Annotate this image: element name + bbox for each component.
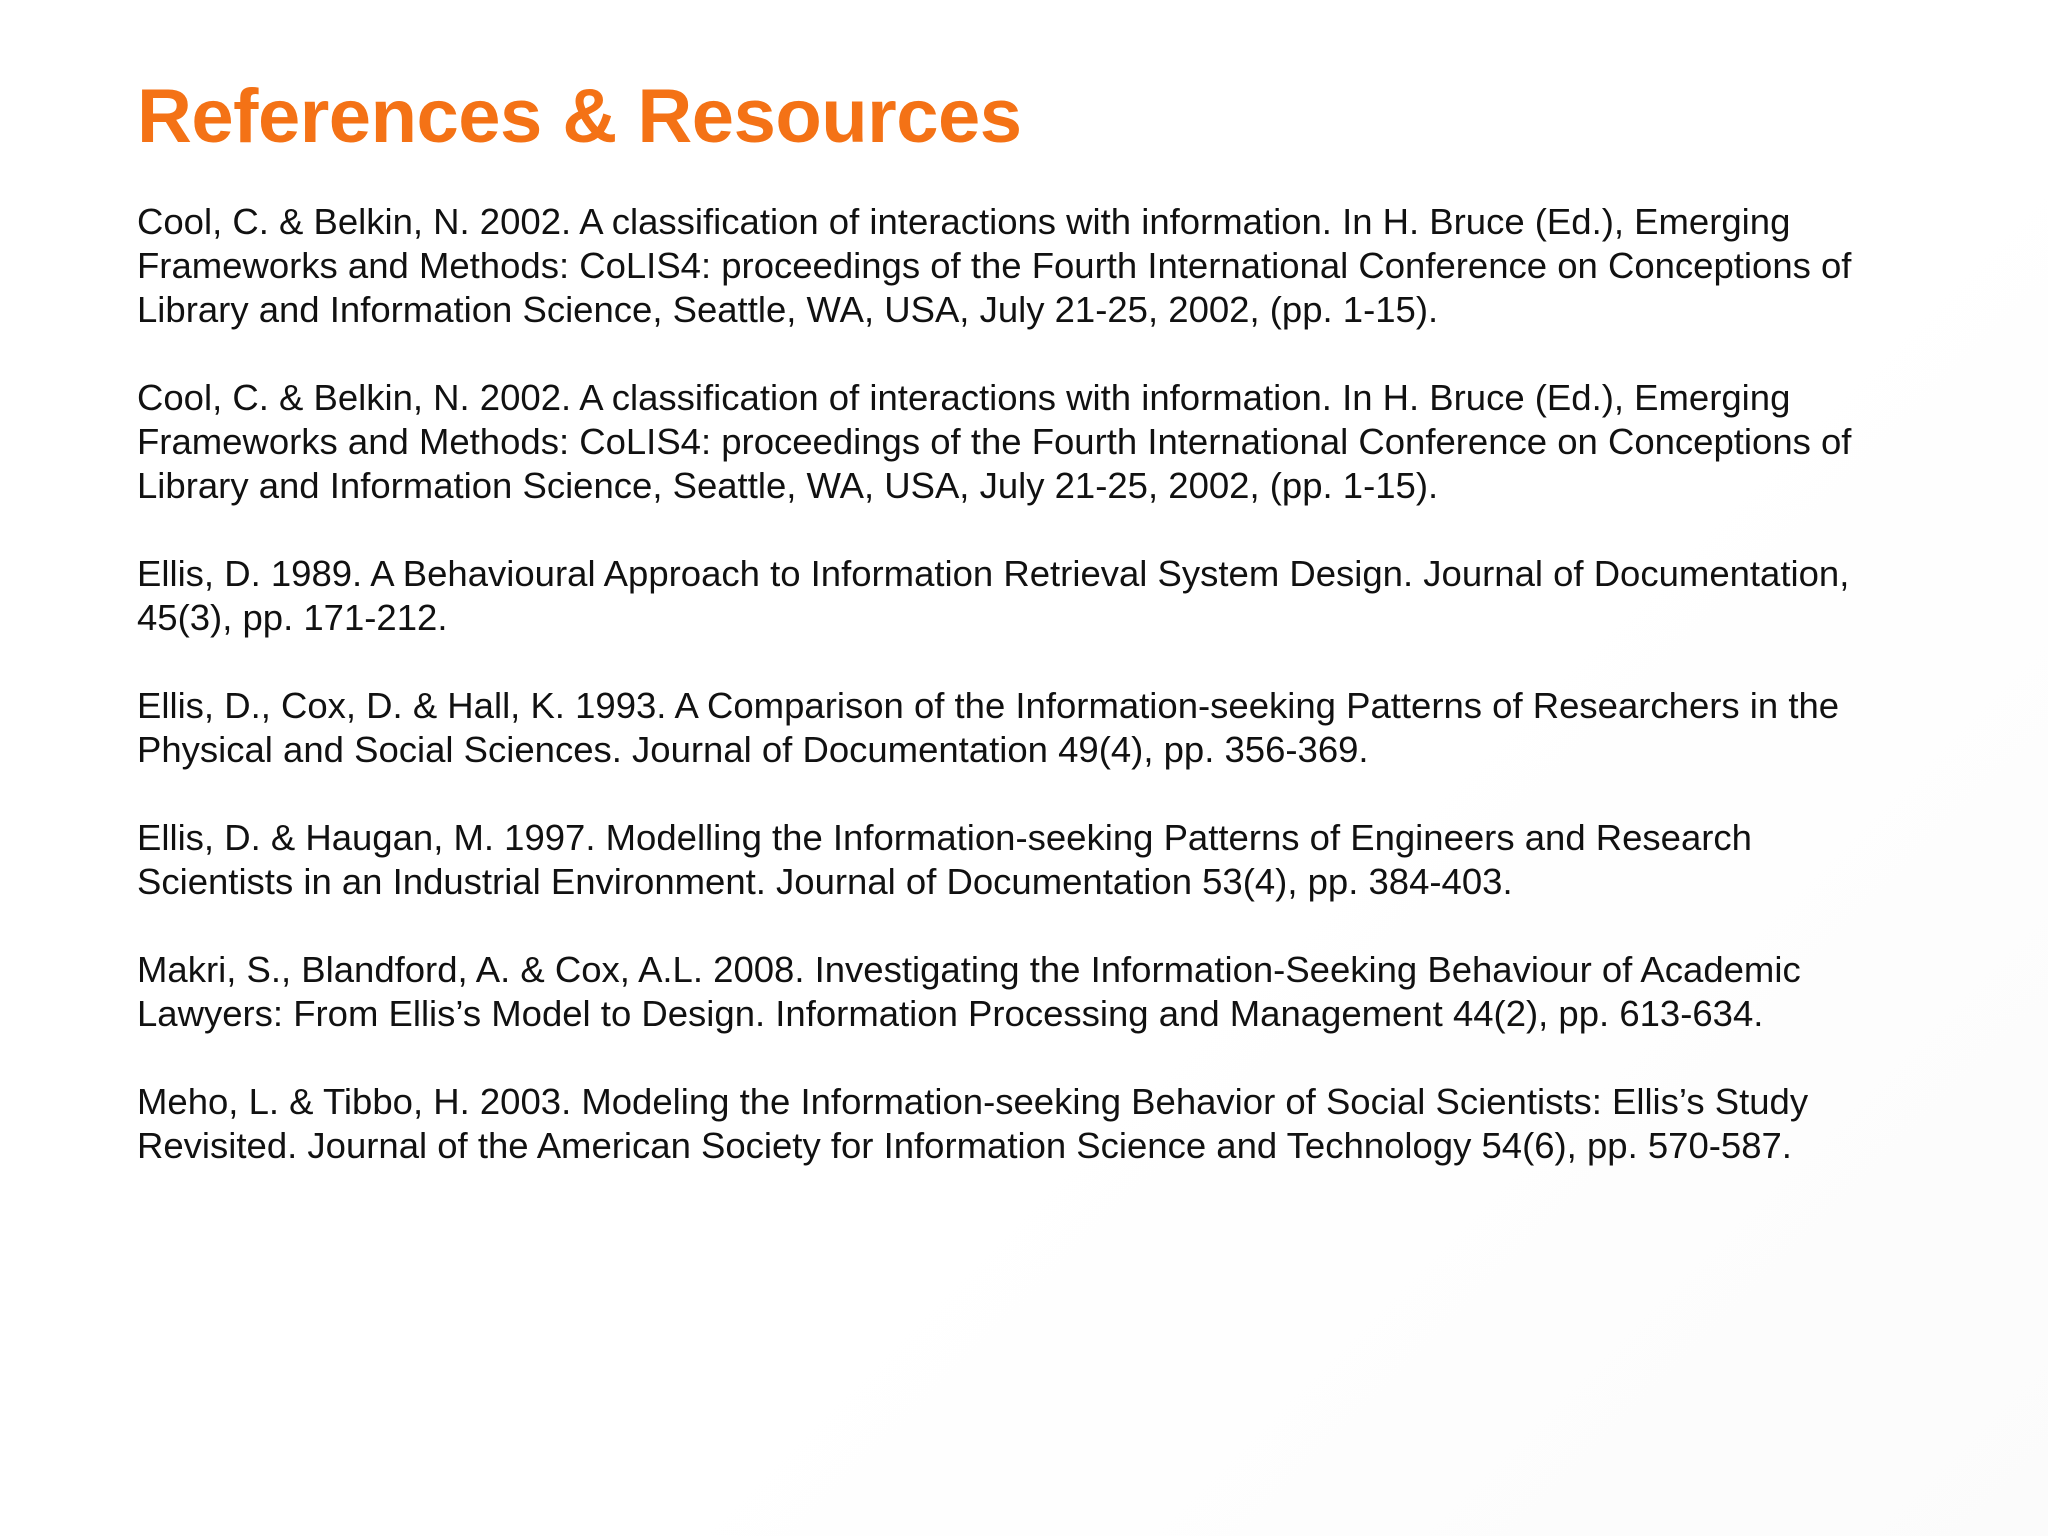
reference-item: Cool, C. & Belkin, N. 2002. A classification of interactions with information. In H. Bruce (Ed.), Emerging Frameworks and Methods: CoLIS4: proceedings of the Fourth International Conference on Conceptions of Library and Information Science, Seattle, WA, USA, July 21-25, 2002, (pp. 1-15). — [137, 201, 1852, 330]
reference-item: Makri, S., Blandford, A. & Cox, A.L. 2008. Investigating the Information-Seeking Behaviour of Academic Lawyers: From Ellis’s Model to Design. Information Processing and Management 44(2), pp. 613-634. — [137, 949, 1801, 1034]
reference-item: Cool, C. & Belkin, N. 2002. A classification of interactions with information. In H. Bruce (Ed.), Emerging Frameworks and Methods: CoLIS4: proceedings of the Fourth International Conference on Conceptions of Library and Information Science, Seattle, WA, USA, July 21-25, 2002, (pp. 1-15). — [137, 377, 1852, 506]
reference-item: Meho, L. & Tibbo, H. 2003. Modeling the Information-seeking Behavior of Social Scientists: Ellis’s Study Revisited. Journal of the American Society for Information Science and Technology 54(6), pp. 570-587. — [137, 1081, 1809, 1166]
reference-list — [137, 200, 1897, 1212]
reference-item: Ellis, D. 1989. A Behavioural Approach to Information Retrieval System Design. Journal of Documentation, 45(3), pp. 171-212. — [137, 553, 1850, 638]
reference-item: Ellis, D. & Haugan, M. 1997. Modelling the Information-seeking Patterns of Engineers and Research Scientists in an Industrial Environment. Journal of Documentation 53(4), pp. 384-403. — [137, 817, 1752, 902]
slide-title: References & Resources — [137, 74, 1022, 159]
reference-item: Ellis, D., Cox, D. & Hall, K. 1993. A Comparison of the Information-seeking Patterns of Researchers in the Physical and Social Sciences. Journal of Documentation 49(4), pp. 356-369. — [137, 685, 1840, 770]
